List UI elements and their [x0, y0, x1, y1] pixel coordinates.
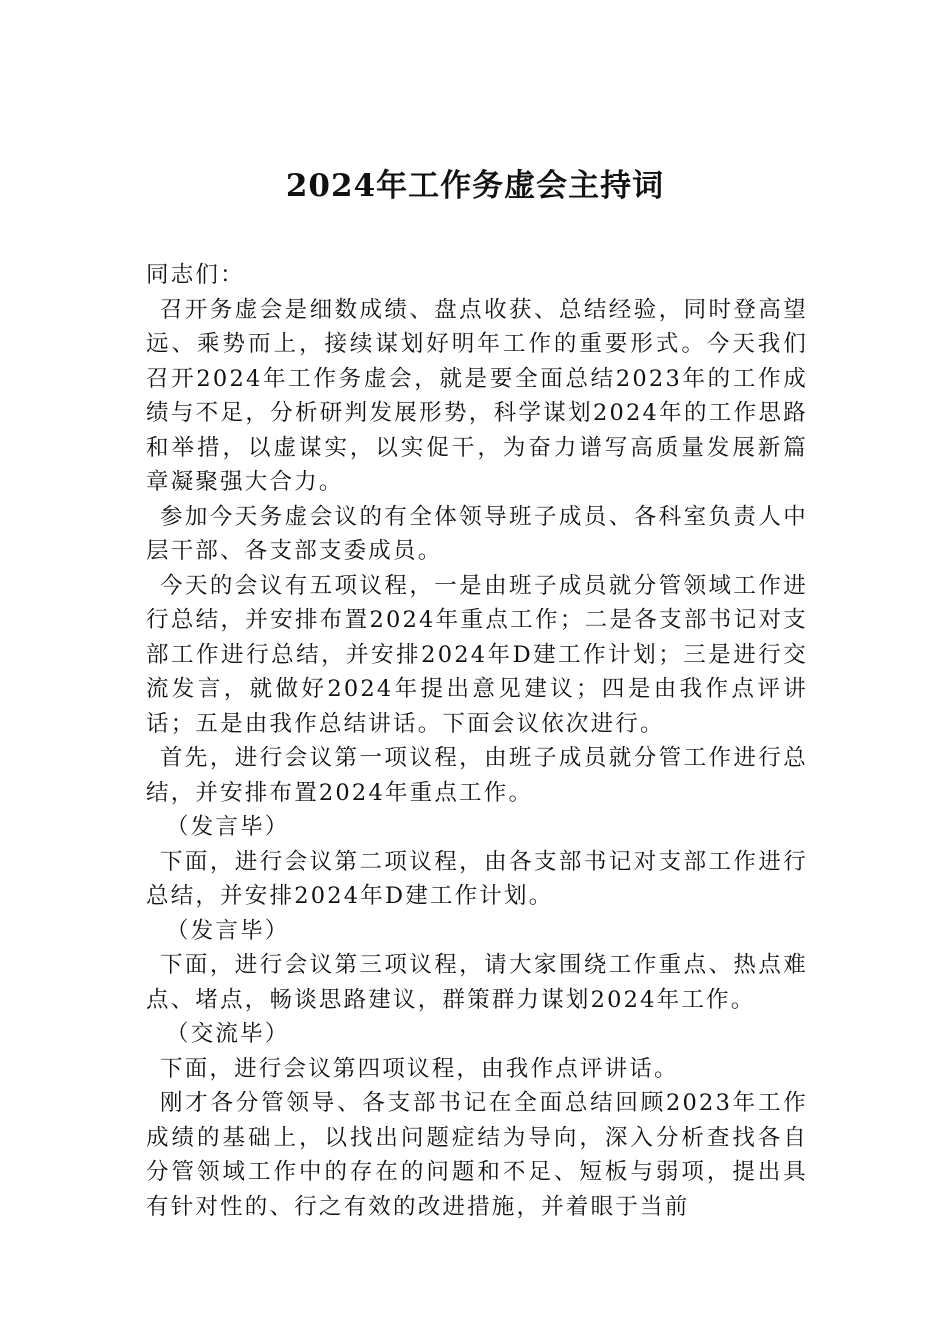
paragraph-agenda-item-3: 下面，进行会议第三项议程，请大家围绕工作重点、热点难点、堵点，畅谈思路建议，群策群力谋划2024年工作。: [146, 952, 808, 1013]
paragraph-purpose: 召开务虚会是细数成绩、盘点收获、总结经验，同时登高望远、乘势而上，接续谋划好明年工作的重要形式。今天我们召开2024年工作务虚会，就是要全面总结2023年的工作成绩与不足，分析研判发展形势，科学谋划2024年的工作思路和举措，以虚谋实，以实促干，为奋力谱写高质量发展新篇章凝聚强大合力。: [146, 296, 808, 495]
note-exchange-finished: （交流毕）: [166, 1021, 290, 1047]
note-speech-finished-1: （发言毕）: [166, 814, 290, 840]
salutation: 同志们：: [146, 262, 245, 288]
paragraph-review: 刚才各分管领导、各支部书记在全面总结回顾2023年工作成绩的基础上，以找出问题症结为导向，深入分析查找各自分管领域工作中的存在的问题和不足、短板与弱项，提出具有针对性的、行之有效的改进措施，并着眼于当前: [146, 1090, 808, 1220]
document-body: [146, 258, 808, 1224]
paragraph-agenda: 今天的会议有五项议程，一是由班子成员就分管领域工作进行总结，并安排布置2024年重点工作；二是各支部书记对支部工作进行总结，并安排2024年D建工作计划；三是进行交流发言，就做好2024年提出意见建议；四是由我作点评讲话；五是由我作总结讲话。下面会议依次进行。: [146, 572, 808, 737]
paragraph-agenda-item-4: 下面，进行会议第四项议程，由我作点评讲话。: [160, 1055, 679, 1082]
paragraph-agenda-item-2: 下面，进行会议第二项议程，由各支部书记对支部工作进行总结，并安排2024年D建工作计划。: [146, 848, 808, 909]
note-speech-finished-2: （发言毕）: [166, 917, 290, 944]
document-title: 2024年工作务虚会主持词: [285, 168, 665, 204]
paragraph-attendees: 参加今天务虚会议的有全体领导班子成员、各科室负责人中层干部、各支部支委成员。: [146, 503, 808, 564]
paragraph-agenda-item-1: 首先，进行会议第一项议程，由班子成员就分管工作进行总结，并安排布置2024年重点工作。: [146, 745, 808, 806]
